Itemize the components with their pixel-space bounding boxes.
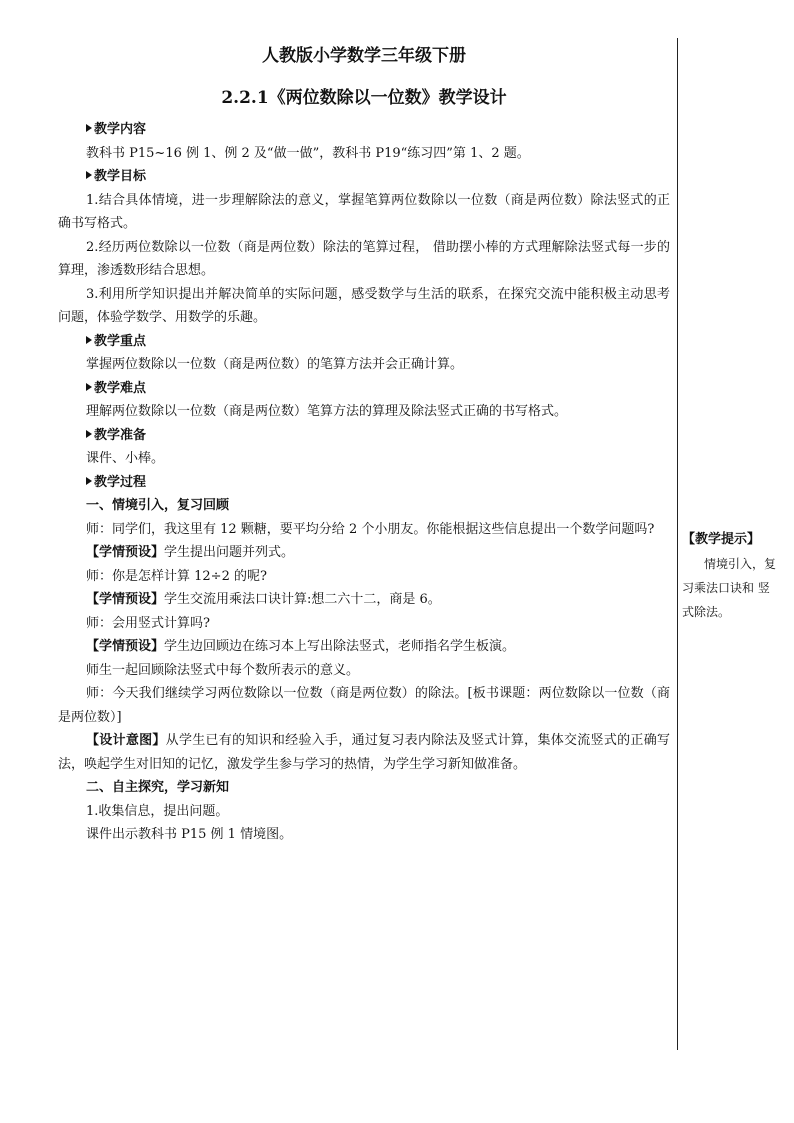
triangle-bullet-icon [86, 124, 92, 132]
section-heading-preparation: 教学准备 [58, 424, 670, 448]
tag-xueqing: 【学情预设】 [86, 545, 165, 560]
part-1-heading: 一、情境引入，复习回顾 [86, 498, 230, 513]
section-heading-content: 教学内容 [58, 118, 670, 142]
process-paragraph: 师：今天我们继续学习两位数除以一位数（商是两位数）的除法。[板书课题：两位数除以一位数（商是两位数）] [58, 686, 670, 725]
process-paragraph: 师：你是怎样计算 12÷2 的呢? [86, 568, 267, 584]
tag-xueqing: 【学情预设】 [86, 592, 165, 607]
process-paragraph: 1.收集信息，提出问题。 [86, 803, 229, 819]
tag-xueqing: 【学情预设】 [86, 639, 165, 654]
triangle-bullet-icon [86, 430, 92, 438]
goal-2: 2.经历两位数除以一位数（商是两位数）除法的笔算过程， 借助摆小棒的方式理解除法竖式每一步的算理，渗透数形结合思想。 [58, 239, 670, 278]
process-paragraph: 【学情预设】学生提出问题并列式。 [86, 545, 295, 560]
section-heading-difficulty: 教学难点 [58, 377, 670, 401]
sidebar-text: 情境引入，复习乘法口诀和 竖式除法。 [682, 557, 777, 619]
triangle-bullet-icon [86, 477, 92, 485]
document-subtitle: 2.2.1《两位数除以一位数》教学设计 [221, 88, 507, 108]
process-paragraph: 师：会用竖式计算吗? [86, 615, 210, 631]
part-2-heading: 二、自主探究，学习新知 [86, 780, 230, 795]
section-heading-goals: 教学目标 [58, 165, 670, 189]
goal-1: 1.结合具体情境，进一步理解除法的意义，掌握笔算两位数除以一位数（商是两位数）除法竖式的正确书写格式。 [58, 192, 670, 231]
main-column [58, 44, 670, 847]
process-paragraph: 师：同学们，我这里有 12 颗糖，要平均分给 2 个小朋友。你能根据这些信息提出一个数学问题吗? [86, 521, 655, 537]
triangle-bullet-icon [86, 171, 92, 179]
section-heading-process: 教学过程 [58, 471, 670, 495]
tag-sheji: 【设计意图】 [86, 733, 166, 748]
process-paragraph: 师生一起回顾除法竖式中每个数所表示的意义。 [86, 662, 360, 678]
process-paragraph: 【学情预设】学生边回顾边在练习本上写出除法竖式，老师指名学生板演。 [86, 639, 516, 654]
section-heading-key: 教学重点 [58, 330, 670, 354]
sidebar-title: 【教学提示】 [682, 532, 761, 547]
difficulty-text: 理解两位数除以一位数（商是两位数）笔算方法的算理及除法竖式正确的书写格式。 [86, 404, 568, 419]
triangle-bullet-icon [86, 383, 92, 391]
process-paragraph: 【学情预设】学生交流用乘法口诀计算:想二六十二，商是 6。 [86, 592, 441, 607]
column-divider [677, 38, 678, 1050]
preparation-text: 课件、小棒。 [86, 451, 165, 466]
process-paragraph: 【设计意图】从学生已有的知识和经验入手，通过复习表内除法及竖式计算，集体交流竖式的正确写法，唤起学生对旧知的记忆，激发学生参与学习的热情，为学生学习新知做准备。 [58, 733, 670, 772]
content-text: 教科书 P15~16 例 1、例 2 及“做一做”，教科书 P19“练习四”第 1、2 题。 [86, 145, 530, 161]
document-title: 人教版小学数学三年级下册 [262, 46, 466, 66]
sidebar-note [682, 528, 778, 624]
key-text: 掌握两位数除以一位数（商是两位数）的笔算方法并会正确计算。 [86, 357, 464, 372]
triangle-bullet-icon [86, 336, 92, 344]
process-paragraph: 课件出示教科书 P15 例 1 情境图。 [86, 827, 293, 842]
goal-3: 3.利用所学知识提出并解决简单的实际问题，感受数学与生活的联系，在探究交流中能积极主动思考问题，体验学数学、用数学的乐趣。 [58, 286, 670, 325]
